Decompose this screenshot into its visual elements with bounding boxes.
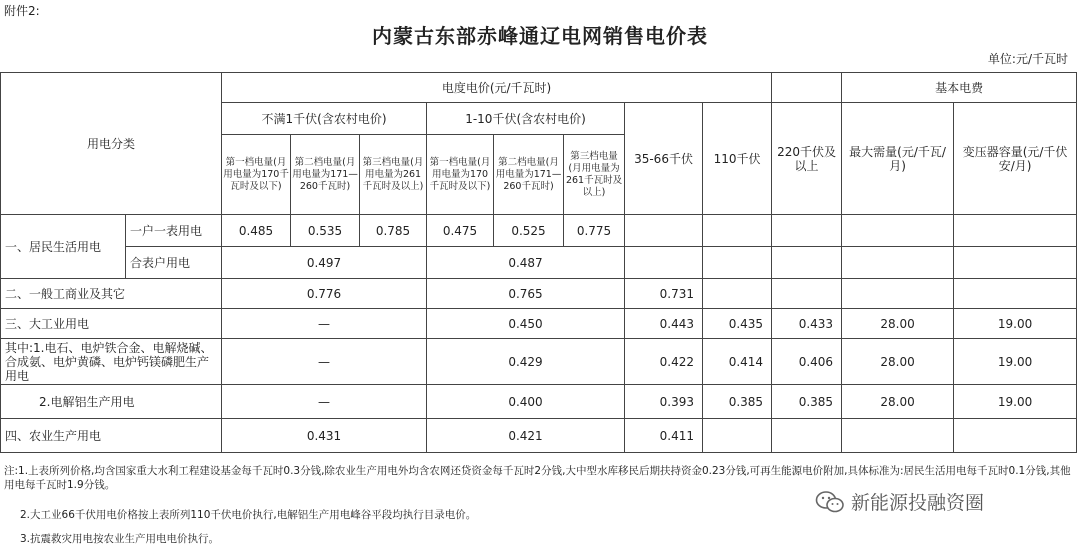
header-220kv: 220千伏及以上: [772, 103, 842, 215]
tariff-table: [0, 72, 1077, 453]
cell-empty: [842, 279, 954, 309]
cell-value: 0.475: [427, 215, 494, 247]
cell-value: 0.731: [625, 279, 703, 309]
note-1: 注:1.上表所列价格,均含国家重大水利工程建设基金每千瓦时0.3分钱,除农业生产用电外均含农网还贷资金每千瓦时2分钱,大中型水库移民后期扶持资金0.23分钱,可再生能源电价附加,具体标准为:居民生活用电每千瓦时0.1分钱,其他用电每千瓦时1.9分钱。: [4, 465, 1071, 491]
header-tier1-1-10kv: 第一档电量(月用电量为170千瓦时及以下): [427, 135, 494, 215]
cell-empty: [703, 215, 772, 247]
cell-value: 0.535: [291, 215, 360, 247]
row-label-commercial: 二、一般工商业及其它: [1, 279, 222, 309]
cell-value: 0.411: [625, 419, 703, 453]
cell-empty: [772, 279, 842, 309]
cell-empty: [772, 247, 842, 279]
row-label-sub2: 2.电解铝生产用电: [1, 385, 222, 419]
cell-value: —: [222, 309, 427, 339]
cell-value: 19.00: [954, 309, 1077, 339]
row-label-single-meter: 一户一表用电: [126, 215, 222, 247]
wechat-icon: [815, 490, 845, 514]
header-1-10kv: 1-10千伏(含农村电价): [427, 103, 625, 135]
cell-value: 0.393: [625, 385, 703, 419]
table-row: [1, 279, 1077, 309]
cell-empty: [842, 215, 954, 247]
cell-value: 0.429: [427, 339, 625, 385]
row-label-residential: 一、居民生活用电: [1, 215, 126, 279]
cell-value: 19.00: [954, 339, 1077, 385]
cell-value: 0.443: [625, 309, 703, 339]
cell-value: 0.775: [564, 215, 625, 247]
header-basic-fee: 基本电费: [842, 73, 1077, 103]
header-tier3-1-10kv: 第三档电量(月用电量为261千瓦时及以上): [564, 135, 625, 215]
cell-empty: [954, 279, 1077, 309]
cell-empty: [954, 247, 1077, 279]
cell-value: 19.00: [954, 385, 1077, 419]
cell-empty: [772, 419, 842, 453]
row-label-sub1: 其中:1.电石、电炉铁合金、电解烧碱、合成氨、电炉黄磷、电炉钙镁磷肥生产用电: [1, 339, 222, 385]
cell-value: 0.785: [360, 215, 427, 247]
header-lt1kv: 不满1千伏(含农村电价): [222, 103, 427, 135]
attachment-label: 附件2:: [4, 4, 40, 18]
cell-value: 0.435: [703, 309, 772, 339]
table-row: [1, 309, 1077, 339]
cell-value: 0.422: [625, 339, 703, 385]
watermark-text: 新能源投融资圈: [851, 492, 985, 514]
cell-value: 0.421: [427, 419, 625, 453]
note-2: 2.大工业66千伏用电价格按上表所列110千伏电价执行,电解铝生产用电峰谷平段均执行目录电价。: [20, 509, 477, 521]
cell-value: 0.431: [222, 419, 427, 453]
header-tier1-lt1kv: 第一档电量(月用电量为170千瓦时及以下): [222, 135, 291, 215]
watermark: [815, 488, 984, 515]
cell-value: 0.525: [494, 215, 564, 247]
header-max-demand: 最大需量(元/千瓦/月): [842, 103, 954, 215]
cell-value: 0.497: [222, 247, 427, 279]
cell-empty: [625, 215, 703, 247]
header-transformer: 变压器容量(元/千伏安/月): [954, 103, 1077, 215]
table-row: [1, 419, 1077, 453]
table-row: [1, 215, 1077, 247]
row-label-shared-meter: 合表户用电: [126, 247, 222, 279]
cell-value: —: [222, 339, 427, 385]
table-row: [1, 247, 1077, 279]
row-label-large-industry: 三、大工业用电: [1, 309, 222, 339]
cell-empty: [842, 247, 954, 279]
cell-empty: [842, 419, 954, 453]
header-blank: [772, 73, 842, 103]
cell-value: 0.765: [427, 279, 625, 309]
cell-value: 0.385: [772, 385, 842, 419]
header-category: 用电分类: [1, 73, 222, 215]
header-tier2-lt1kv: 第二档电量(月用电量为171—260千瓦时): [291, 135, 360, 215]
cell-empty: [625, 247, 703, 279]
cell-value: —: [222, 385, 427, 419]
cell-empty: [954, 419, 1077, 453]
header-110kv: 110千伏: [703, 103, 772, 215]
cell-value: 0.450: [427, 309, 625, 339]
page-title: 内蒙古东部赤峰通辽电网销售电价表: [372, 24, 708, 48]
cell-value: 0.487: [427, 247, 625, 279]
header-tier3-lt1kv: 第三档电量(月用电量为261千瓦时及以上): [360, 135, 427, 215]
cell-value: 0.385: [703, 385, 772, 419]
row-label-agriculture: 四、农业生产用电: [1, 419, 222, 453]
cell-empty: [703, 247, 772, 279]
cell-empty: [703, 419, 772, 453]
cell-empty: [954, 215, 1077, 247]
note-3: 3.抗震救灾用电按农业生产用电电价执行。: [20, 533, 220, 545]
cell-value: 0.433: [772, 309, 842, 339]
cell-value: 0.485: [222, 215, 291, 247]
table-row: [1, 385, 1077, 419]
header-energy-price: 电度电价(元/千瓦时): [222, 73, 772, 103]
cell-value: 28.00: [842, 385, 954, 419]
cell-empty: [703, 279, 772, 309]
cell-value: 28.00: [842, 339, 954, 385]
cell-value: 28.00: [842, 309, 954, 339]
cell-value: 0.400: [427, 385, 625, 419]
unit-label: 单位:元/千瓦时: [987, 52, 1068, 66]
cell-empty: [772, 215, 842, 247]
cell-value: 0.406: [772, 339, 842, 385]
table-row: [1, 339, 1077, 385]
cell-value: 0.414: [703, 339, 772, 385]
header-tier2-1-10kv: 第二档电量(月用电量为171—260千瓦时): [494, 135, 564, 215]
cell-value: 0.776: [222, 279, 427, 309]
header-35-66kv: 35-66千伏: [625, 103, 703, 215]
